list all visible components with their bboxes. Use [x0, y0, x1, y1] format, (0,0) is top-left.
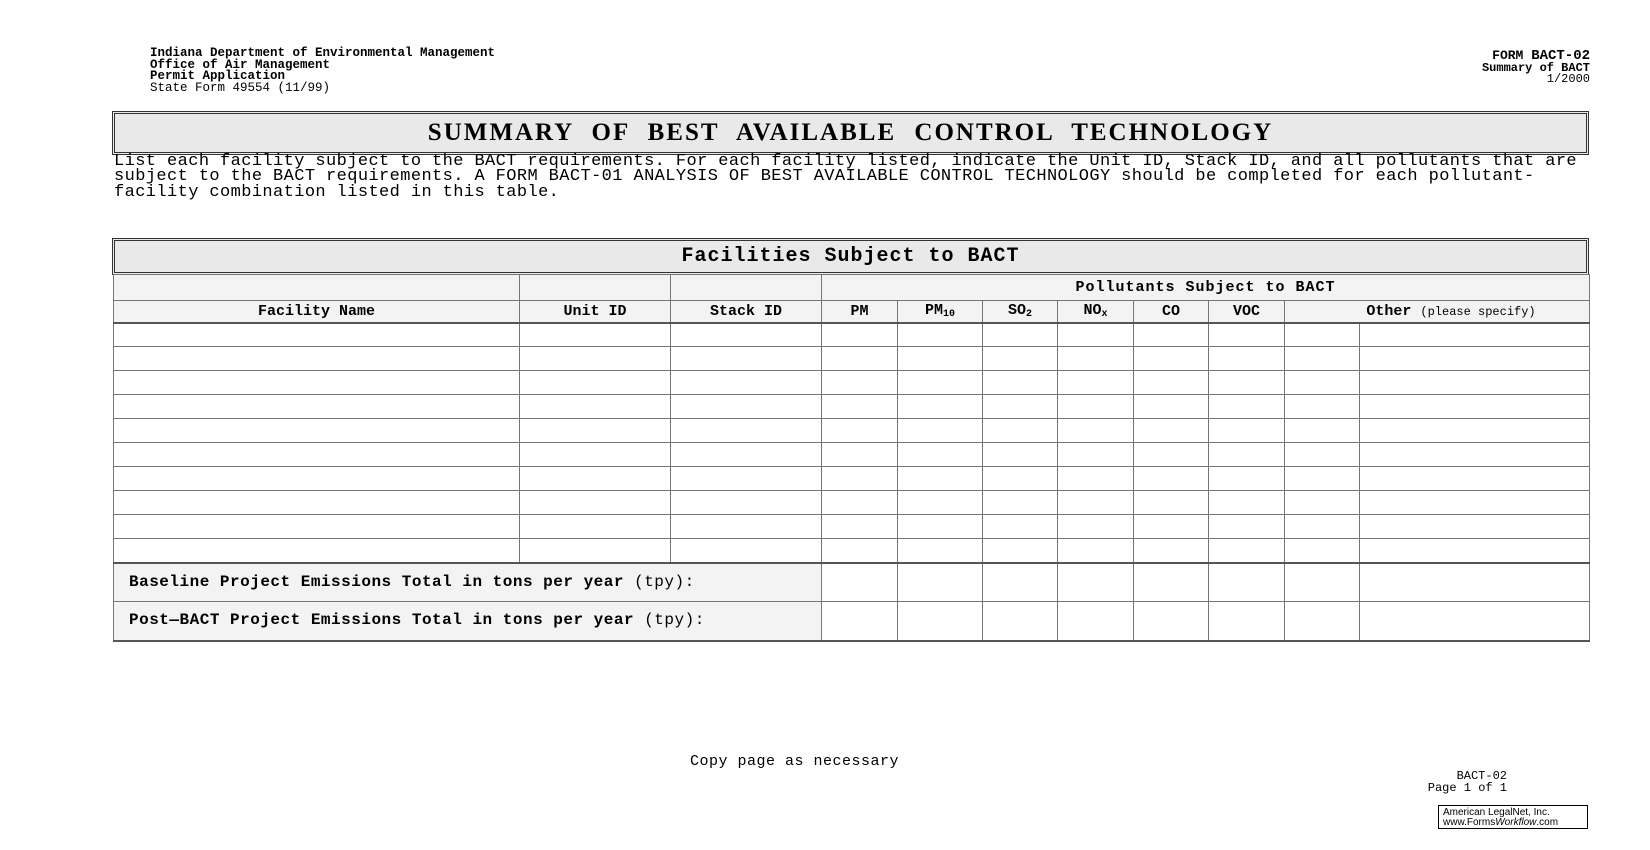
col-pm: PM — [822, 301, 898, 323]
stack-id-cell[interactable] — [671, 323, 822, 347]
so2-cell[interactable] — [983, 323, 1058, 347]
other-value-cell[interactable] — [1360, 323, 1590, 347]
so2-cell[interactable] — [983, 515, 1058, 539]
pm10-cell[interactable] — [898, 371, 983, 395]
stack-id-cell[interactable] — [671, 491, 822, 515]
form-reference: BACT-02 — [1456, 769, 1507, 783]
pm10-cell[interactable] — [898, 539, 983, 563]
unit-id-cell[interactable] — [520, 323, 671, 347]
co-cell[interactable] — [1134, 419, 1209, 443]
header-row-pollutants — [114, 275, 1590, 301]
nox-cell[interactable] — [1058, 467, 1134, 491]
post-pm-cell[interactable] — [822, 602, 898, 641]
baseline-other-value-cell[interactable] — [1360, 563, 1590, 602]
pollutants-header: Pollutants Subject to BACT — [822, 275, 1590, 301]
stack-id-cell[interactable] — [671, 371, 822, 395]
form-id-header — [1482, 50, 1590, 86]
other-value-cell[interactable] — [1360, 443, 1590, 467]
other-value-cell[interactable] — [1360, 491, 1590, 515]
pm10-cell[interactable] — [898, 515, 983, 539]
facility-name-cell[interactable] — [114, 539, 520, 563]
baseline-pm-cell[interactable] — [822, 563, 898, 602]
unit-id-cell[interactable] — [520, 539, 671, 563]
nox-cell[interactable] — [1058, 395, 1134, 419]
unit-id-cell[interactable] — [520, 515, 671, 539]
copy-note: Copy page as necessary — [690, 753, 900, 770]
pm-cell[interactable] — [822, 371, 898, 395]
pm-cell[interactable] — [822, 491, 898, 515]
pm10-cell[interactable] — [898, 323, 983, 347]
page-title: SUMMARY OF BEST AVAILABLE CONTROL TECHNOLOGY — [427, 119, 1274, 146]
table-row — [114, 323, 1590, 347]
stack-id-cell[interactable] — [671, 467, 822, 491]
state-form-number: State Form 49554 (11/99) — [150, 80, 331, 95]
table-row — [114, 371, 1590, 395]
so2-cell[interactable] — [983, 491, 1058, 515]
nox-cell[interactable] — [1058, 539, 1134, 563]
baseline-nox-cell[interactable] — [1058, 563, 1134, 602]
voc-cell[interactable] — [1209, 323, 1285, 347]
other-name-cell[interactable] — [1285, 323, 1360, 347]
col-co: CO — [1134, 301, 1209, 323]
baseline-voc-cell[interactable] — [1209, 563, 1285, 602]
post-so2-cell[interactable] — [983, 602, 1058, 641]
so2-cell[interactable] — [983, 419, 1058, 443]
col-pm10: $PM_{10}$ — [898, 301, 983, 323]
col-facility-name: Facility Name — [114, 301, 520, 323]
co-cell[interactable] — [1134, 491, 1209, 515]
other-name-cell[interactable] — [1285, 467, 1360, 491]
table-row — [114, 491, 1590, 515]
co-cell[interactable] — [1134, 515, 1209, 539]
table-title-banner — [112, 238, 1589, 275]
voc-cell[interactable] — [1209, 347, 1285, 371]
post-voc-cell[interactable] — [1209, 602, 1285, 641]
other-name-cell[interactable] — [1285, 371, 1360, 395]
nox-cell[interactable] — [1058, 323, 1134, 347]
baseline-pm10-cell[interactable] — [898, 563, 983, 602]
co-cell[interactable] — [1134, 323, 1209, 347]
facility-name-cell[interactable] — [114, 443, 520, 467]
table-row — [114, 395, 1590, 419]
baseline-total-label: Baseline Project Emissions Total in tons per year (tpy): — [114, 563, 822, 602]
pm10-cell[interactable] — [898, 491, 983, 515]
facility-name-cell[interactable] — [114, 323, 520, 347]
stack-id-cell[interactable] — [671, 419, 822, 443]
unit-id-cell[interactable] — [520, 443, 671, 467]
document-type: Permit Application — [150, 69, 286, 83]
nox-cell[interactable] — [1058, 419, 1134, 443]
agency-name: Indiana Department of Environmental Management — [150, 46, 496, 60]
facility-name-cell[interactable] — [114, 515, 520, 539]
unit-id-cell[interactable] — [520, 395, 671, 419]
pm10-cell[interactable] — [898, 347, 983, 371]
table-row — [114, 539, 1590, 563]
col-unit-id: Unit ID — [520, 301, 671, 323]
form-date: 1/2000 — [1546, 72, 1590, 86]
table-row — [114, 347, 1590, 371]
voc-cell[interactable] — [1209, 395, 1285, 419]
post-other-value-cell[interactable] — [1360, 602, 1590, 641]
facility-name-cell[interactable] — [114, 347, 520, 371]
pm-cell[interactable] — [822, 323, 898, 347]
post-bact-total-label: Post—BACT Project Emissions Total in tons per year (tpy): — [114, 602, 822, 641]
baseline-so2-cell[interactable] — [983, 563, 1058, 602]
voc-cell[interactable] — [1209, 515, 1285, 539]
facilities-table — [113, 274, 1590, 642]
post-co-cell[interactable] — [1134, 602, 1209, 641]
publisher-website: www.FormsWorkflow.com — [1443, 817, 1559, 828]
co-cell[interactable] — [1134, 347, 1209, 371]
pm-cell[interactable] — [822, 395, 898, 419]
other-name-cell[interactable] — [1285, 443, 1360, 467]
agency-header — [150, 48, 495, 94]
so2-cell[interactable] — [983, 467, 1058, 491]
pm10-cell[interactable] — [898, 467, 983, 491]
post-pm10-cell[interactable] — [898, 602, 983, 641]
unit-id-cell[interactable] — [520, 491, 671, 515]
pm10-cell[interactable] — [898, 443, 983, 467]
voc-cell[interactable] — [1209, 539, 1285, 563]
stack-id-cell[interactable] — [671, 515, 822, 539]
unit-id-cell[interactable] — [520, 467, 671, 491]
baseline-total-row — [114, 563, 1590, 602]
so2-cell[interactable] — [983, 443, 1058, 467]
col-other: Other (please specify) — [1285, 301, 1590, 323]
nox-cell[interactable] — [1058, 347, 1134, 371]
publisher-stamp — [1438, 805, 1588, 829]
facility-name-cell[interactable] — [114, 371, 520, 395]
other-name-cell[interactable] — [1285, 491, 1360, 515]
other-value-cell[interactable] — [1360, 395, 1590, 419]
col-stack-id: Stack ID — [671, 301, 822, 323]
col-so2: $SO_2$ — [983, 301, 1058, 323]
table-title: Facilities Subject to BACT — [681, 245, 1020, 268]
page-info — [1397, 770, 1507, 794]
pm-cell[interactable] — [822, 443, 898, 467]
table-row — [114, 515, 1590, 539]
co-cell[interactable] — [1134, 395, 1209, 419]
col-voc: VOC — [1209, 301, 1285, 323]
other-value-cell[interactable] — [1360, 371, 1590, 395]
nox-cell[interactable] — [1058, 491, 1134, 515]
form-number: FORM BACT-02 — [1492, 48, 1590, 64]
publisher-name: American LegalNet, Inc. — [1443, 807, 1550, 818]
unit-id-cell[interactable] — [520, 347, 671, 371]
pm-cell[interactable] — [822, 347, 898, 371]
table-row — [114, 419, 1590, 443]
so2-cell[interactable] — [983, 395, 1058, 419]
pm-cell[interactable] — [822, 515, 898, 539]
other-name-cell[interactable] — [1285, 539, 1360, 563]
co-cell[interactable] — [1134, 467, 1209, 491]
pm-cell[interactable] — [822, 419, 898, 443]
other-value-cell[interactable] — [1360, 467, 1590, 491]
so2-cell[interactable] — [983, 371, 1058, 395]
header-row-columns — [114, 301, 1590, 323]
nox-cell[interactable] — [1058, 371, 1134, 395]
facility-name-cell[interactable] — [114, 419, 520, 443]
nox-cell[interactable] — [1058, 443, 1134, 467]
other-name-cell[interactable] — [1285, 515, 1360, 539]
voc-cell[interactable] — [1209, 443, 1285, 467]
post-nox-cell[interactable] — [1058, 602, 1134, 641]
title-banner — [112, 111, 1589, 155]
post-other-name-cell[interactable] — [1285, 602, 1360, 641]
baseline-co-cell[interactable] — [1134, 563, 1209, 602]
entry-rows — [114, 323, 1590, 563]
table-row — [114, 443, 1590, 467]
stack-id-cell[interactable] — [671, 443, 822, 467]
facility-name-cell[interactable] — [114, 491, 520, 515]
unit-id-cell[interactable] — [520, 419, 671, 443]
other-name-cell[interactable] — [1285, 347, 1360, 371]
facility-name-cell[interactable] — [114, 467, 520, 491]
other-value-cell[interactable] — [1360, 347, 1590, 371]
facility-name-cell[interactable] — [114, 395, 520, 419]
office-name: Office of Air Management — [150, 57, 331, 72]
other-name-cell[interactable] — [1285, 419, 1360, 443]
co-cell[interactable] — [1134, 443, 1209, 467]
other-value-cell[interactable] — [1360, 539, 1590, 563]
pm-cell[interactable] — [822, 467, 898, 491]
co-cell[interactable] — [1134, 371, 1209, 395]
pm-cell[interactable] — [822, 539, 898, 563]
pm10-cell[interactable] — [898, 395, 983, 419]
voc-cell[interactable] — [1209, 419, 1285, 443]
table-row — [114, 467, 1590, 491]
nox-cell[interactable] — [1058, 515, 1134, 539]
so2-cell[interactable] — [983, 347, 1058, 371]
post-bact-total-row — [114, 602, 1590, 641]
stack-id-cell[interactable] — [671, 347, 822, 371]
pm10-cell[interactable] — [898, 419, 983, 443]
voc-cell[interactable] — [1209, 371, 1285, 395]
unit-id-cell[interactable] — [520, 371, 671, 395]
voc-cell[interactable] — [1209, 491, 1285, 515]
co-cell[interactable] — [1134, 539, 1209, 563]
instructions-text: List each facility subject to the BACT requirements. For each facility listed, indicate the Unit ID, Stack ID, and all pollutants that are subject to the BACT requirements. A FORM BACT-01 ANALYSIS OF BEST AVAILABLE CONTROL TECHNOLOGY should be completed for each pollutant-facility combination listed in this table. — [114, 152, 1578, 202]
form-subtitle: Summary of BACT — [1481, 60, 1590, 75]
baseline-other-name-cell[interactable] — [1285, 563, 1360, 602]
other-value-cell[interactable] — [1360, 515, 1590, 539]
voc-cell[interactable] — [1209, 467, 1285, 491]
other-name-cell[interactable] — [1285, 395, 1360, 419]
other-value-cell[interactable] — [1360, 419, 1590, 443]
page-number: Page 1 of 1 — [1427, 781, 1507, 795]
stack-id-cell[interactable] — [671, 539, 822, 563]
stack-id-cell[interactable] — [671, 395, 822, 419]
so2-cell[interactable] — [983, 539, 1058, 563]
col-nox: $NO_x$ — [1058, 301, 1134, 323]
